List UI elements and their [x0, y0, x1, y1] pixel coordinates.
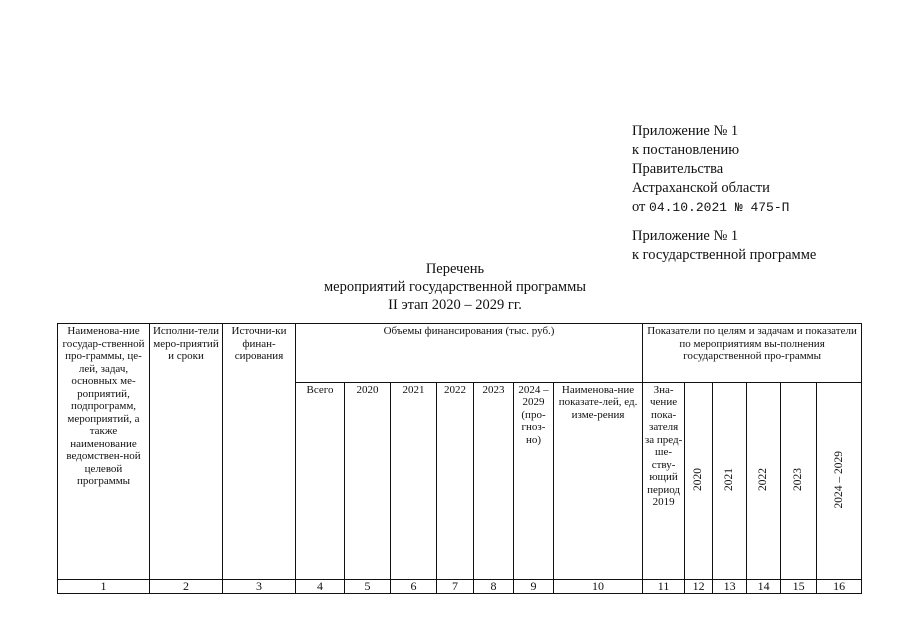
appendix-line: Приложение № 1 — [632, 123, 739, 139]
column-number: 10 — [554, 580, 643, 594]
header-cell-name: Наименова-ние государ-ственной про-граммы, це-лей, задач, основных ме-роприятий, подпрограмм, мероприятий, а также наименование ведомствен-ной целевой программы — [58, 324, 150, 580]
date-stamp: 04.10.2021 № 475-П — [649, 200, 790, 215]
header-cell-indicator-year — [747, 382, 781, 579]
column-number: 9 — [514, 580, 554, 594]
column-number: 11 — [643, 580, 685, 594]
header-cell-indicator-year — [713, 382, 747, 579]
header-cell-executors: Исполни-тели меро-приятий и сроки — [150, 324, 223, 580]
title-line: Перечень — [425, 261, 485, 277]
header-cell-indicator-value: Зна-чение пока-зателя за пред-ше-ству-ющий период 2019 — [643, 382, 685, 579]
column-number: 16 — [817, 580, 862, 594]
appendix-line: к постановлению — [632, 142, 740, 158]
document-title — [290, 260, 620, 314]
header-cell-forecast: 2024 – 2029 (про-гноз-но) — [514, 382, 554, 579]
column-number: 15 — [781, 580, 817, 594]
header-cell-year: 2020 — [345, 382, 391, 579]
appendix-line: Правительства — [632, 161, 724, 177]
table-row — [58, 324, 862, 383]
measures-table — [57, 323, 861, 594]
appendix2-line: Приложение № 1 — [632, 228, 739, 244]
title-line: мероприятий государственной программы — [324, 279, 586, 295]
column-number: 13 — [713, 580, 747, 594]
date-prefix: от — [632, 199, 646, 215]
table-grid — [57, 323, 862, 594]
header-cell-year: 2021 — [391, 382, 437, 579]
vertical-year: 2022 — [757, 467, 770, 491]
column-number: 5 — [345, 580, 391, 594]
column-number: 1 — [58, 580, 150, 594]
vertical-year: 2024 – 2029 — [832, 450, 845, 509]
header-cell-sources: Источни-ки финан-сирования — [223, 324, 296, 580]
table-row-numbers — [58, 580, 862, 594]
header-cell-year: 2022 — [437, 382, 474, 579]
column-number: 7 — [437, 580, 474, 594]
vertical-year: 2023 — [792, 467, 805, 491]
column-number: 8 — [474, 580, 514, 594]
column-number: 6 — [391, 580, 437, 594]
column-number: 12 — [685, 580, 713, 594]
header-cell-indicator-name: Наименова-ние показате-лей, ед. изме-рения — [554, 382, 643, 579]
header-cell-indicator-year — [817, 382, 862, 579]
vertical-year: 2020 — [692, 467, 705, 491]
column-number: 4 — [296, 580, 345, 594]
header-cell-year: 2023 — [474, 382, 514, 579]
header-cell-financing: Объемы финансирования (тыс. руб.) — [296, 324, 643, 383]
vertical-year: 2021 — [723, 467, 736, 491]
column-number: 3 — [223, 580, 296, 594]
appendix-line: Астраханской области — [632, 180, 770, 196]
date-line — [632, 198, 789, 217]
header-cell-total: Всего — [296, 382, 345, 579]
header-cell-indicators: Показатели по целям и задачам и показатели по мероприятиям вы-полнения государственной про-граммы — [643, 324, 862, 383]
header-cell-indicator-year — [685, 382, 713, 579]
appendix-block — [632, 122, 789, 217]
appendix2-block — [632, 227, 816, 265]
header-cell-indicator-year — [781, 382, 817, 579]
column-number: 14 — [747, 580, 781, 594]
appendix2-line: к государственной программе — [632, 247, 817, 263]
column-number: 2 — [150, 580, 223, 594]
title-line: II этап 2020 – 2029 гг. — [388, 297, 522, 313]
